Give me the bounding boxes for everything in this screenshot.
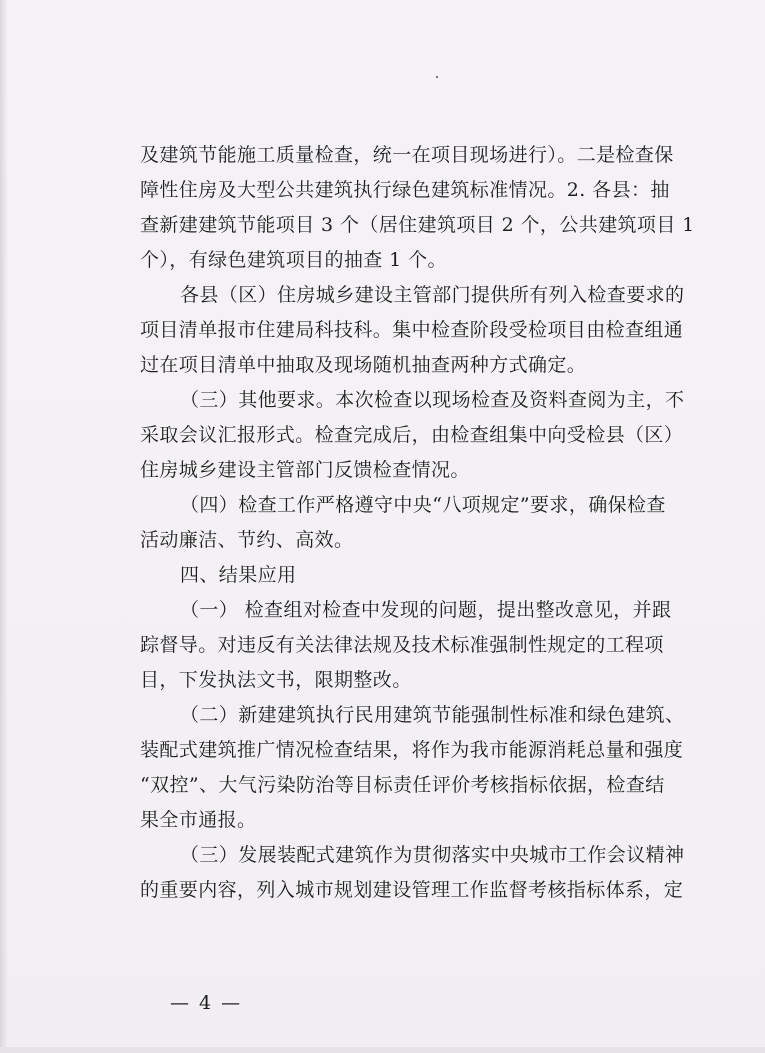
- paragraph-start: （三）发展装配式建筑作为贯彻落实中央城市工作会议精神: [180, 844, 685, 866]
- text-line: 采取会议汇报形式。检查完成后，由检查组集中向受检县（区）: [140, 424, 684, 446]
- paragraph-start: （三）其他要求。本次检查以现场检查及资料查阅为主，不: [180, 389, 685, 411]
- paragraph-start: （四）检查工作严格遵守中央“八项规定”要求，确保检查: [180, 494, 666, 516]
- text-line: “双控”、大气污染防治等目标责任评价考核指标依据，检查结: [140, 774, 665, 796]
- section-heading: 四、结果应用: [180, 564, 297, 586]
- text-line: 目，下发执法文书，限期整改。: [140, 669, 412, 691]
- text-line: 及建筑节能施工质量检查，统一在项目现场进行）。二是检查保: [140, 144, 674, 166]
- text-line: 的重要内容，列入城市规划建设管理工作监督考核指标体系，定: [140, 879, 684, 901]
- scan-speck: [436, 76, 438, 78]
- text-line: 个），有绿色建筑项目的抽查 1 个。: [140, 249, 447, 271]
- text-line: 住房城乡建设主管部门反馈检查情况。: [140, 459, 470, 481]
- text-line: 装配式建筑推广情况检查结果，将作为我市能源消耗总量和强度: [140, 739, 684, 761]
- text-line: 活动廉洁、节约、高效。: [140, 529, 354, 551]
- page-number: — 4 —: [170, 992, 243, 1014]
- paragraph-start: （一） 检查组对检查中发现的问题，提出整改意见，并跟: [180, 599, 672, 621]
- paragraph-start: 各县（区）住房城乡建设主管部门提供所有列入检查要求的: [180, 284, 685, 306]
- page-bottom-edge: [0, 1047, 765, 1053]
- text-line: 项目清单报市住建局科技科。集中检查阶段受检项目由检查组通: [140, 319, 684, 341]
- page-shadow-edge: [0, 0, 8, 1053]
- text-line: 障性住房及大型公共建筑执行绿色建筑标准情况。2. 各县：抽: [140, 179, 670, 201]
- text-line: 查新建建筑节能项目 3 个（居住建筑项目 2 个，公共建筑项目 1: [140, 214, 695, 236]
- text-line: 踪督导。对违反有关法律法规及技术标准强制性规定的工程项: [140, 634, 664, 656]
- text-line: 过在项目清单中抽取及现场随机抽查两种方式确定。: [140, 354, 587, 376]
- body-text: [140, 138, 700, 908]
- text-line: 果全市通报。: [140, 809, 257, 831]
- paragraph-start: （二）新建建筑执行民用建筑节能强制性标准和绿色建筑、: [180, 704, 685, 726]
